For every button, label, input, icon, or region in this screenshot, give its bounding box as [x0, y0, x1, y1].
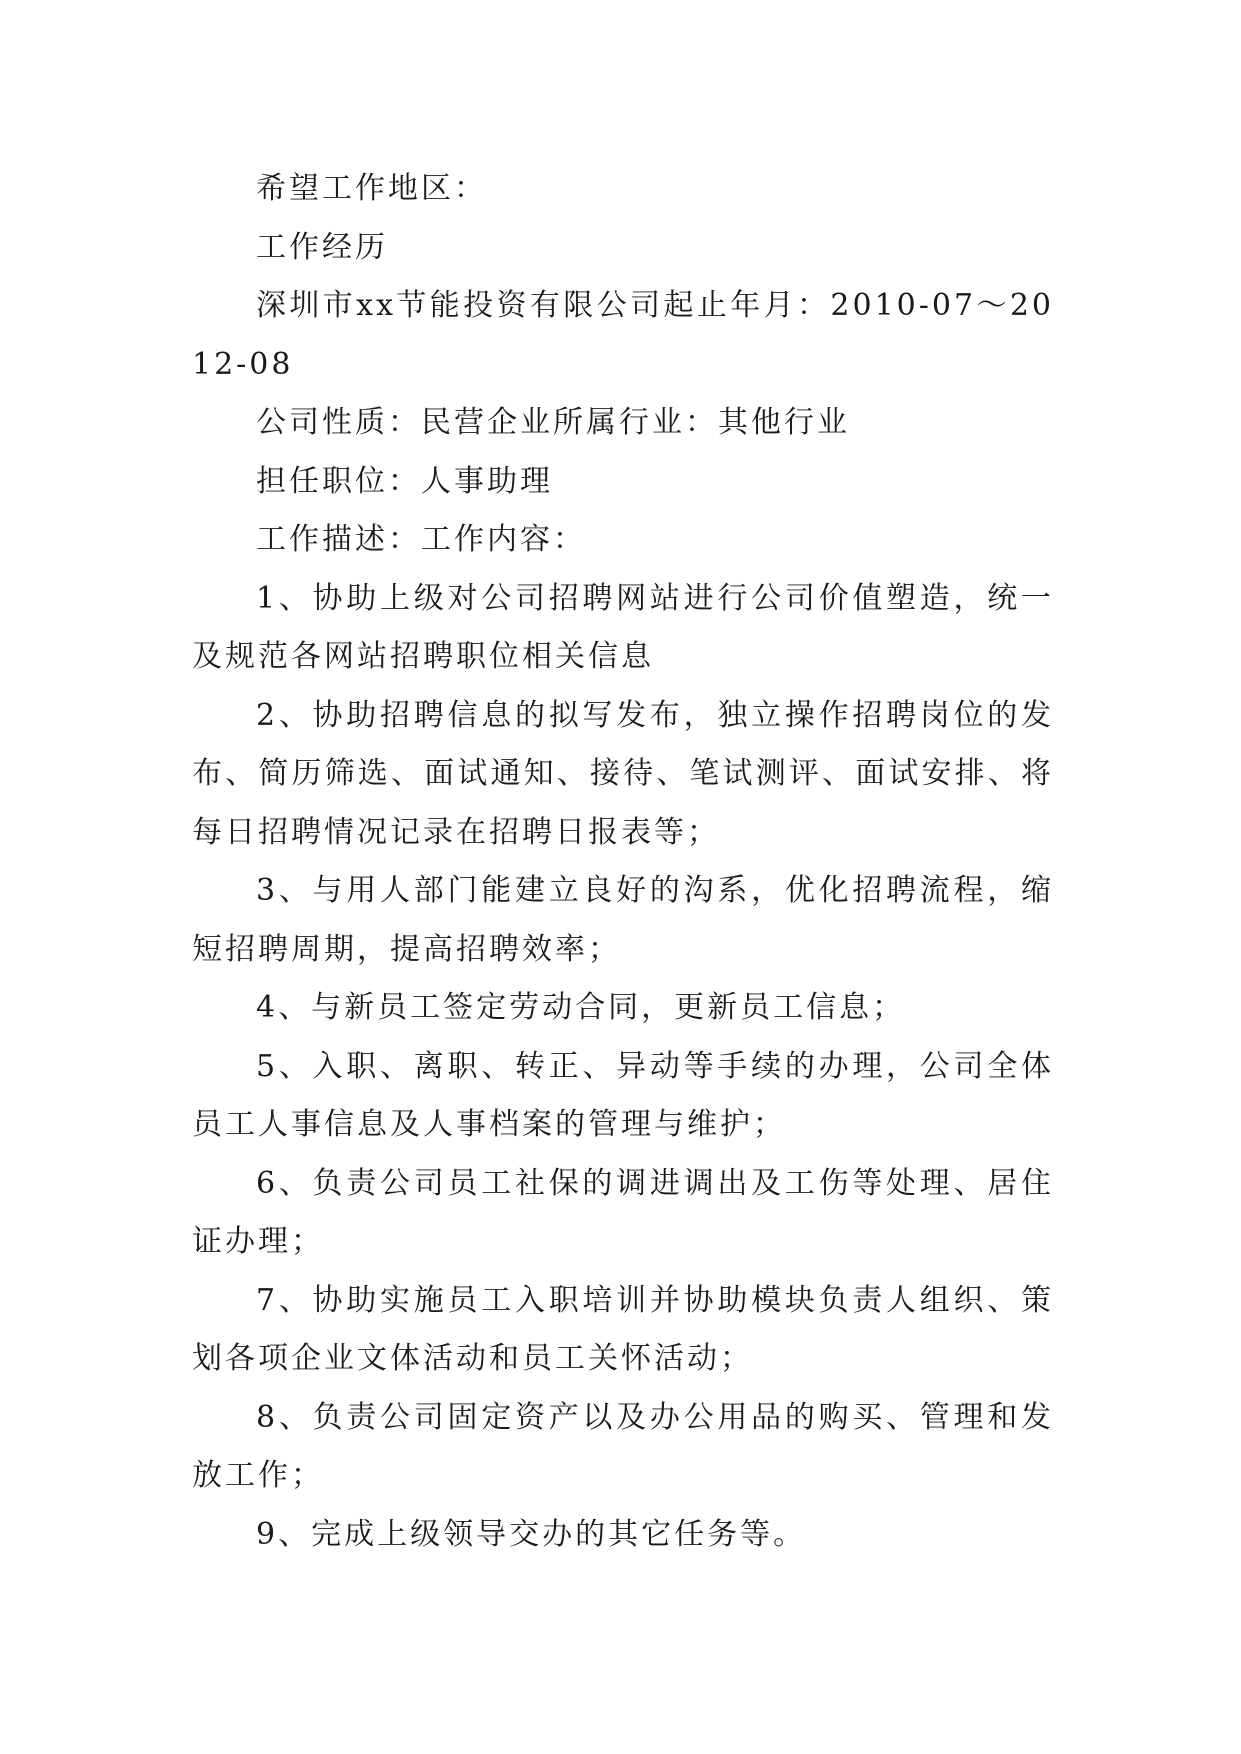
paragraph-company-dates: 深圳市xx节能投资有限公司起止年月：2010-07～2012-08 — [192, 288, 1054, 382]
paragraph-duty-5: 5、入职、离职、转正、异动等手续的办理，公司全体员工人事信息及人事档案的管理与维护； — [192, 1048, 1054, 1142]
paragraph-desired-location: 希望工作地区： — [256, 171, 487, 206]
paragraph-duty-4: 4、与新员工签定劳动合同，更新员工信息； — [256, 990, 906, 1025]
paragraph-duty-8: 8、负责公司固定资产以及办公用品的购买、管理和发放工作； — [192, 1399, 1054, 1493]
paragraph-duty-9: 9、完成上级领导交办的其它任务等。 — [256, 1516, 807, 1552]
paragraph-duty-2: 2、协助招聘信息的拟写发布，独立操作招聘岗位的发布、简历筛选、面试通知、接待、笔试测评、面试安排、将每日招聘情况记录在招聘日报表等； — [192, 697, 1054, 850]
paragraph-duty-6: 6、负责公司员工社保的调进调出及工伤等处理、居住证办理； — [192, 1165, 1054, 1259]
paragraph-duty-1: 1、协助上级对公司招聘网站进行公司价值塑造，统一及规范各网站招聘职位相关信息 — [192, 580, 1054, 674]
paragraph-duty-3: 3、与用人部门能建立良好的沟系，优化招聘流程，缩短招聘周期，提高招聘效率； — [192, 873, 1054, 967]
paragraph-position: 担任职位：人事助理 — [256, 463, 553, 499]
paragraph-company-type: 公司性质：民营企业所属行业：其他行业 — [256, 405, 850, 440]
document-body — [192, 160, 1054, 1564]
paragraph-job-description: 工作描述：工作内容： — [256, 522, 586, 557]
paragraph-work-experience-heading: 工作经历 — [256, 229, 388, 265]
paragraph-duty-7: 7、协助实施员工入职培训并协助模块负责人组织、策划各项企业文体活动和员工关怀活动； — [192, 1282, 1054, 1376]
